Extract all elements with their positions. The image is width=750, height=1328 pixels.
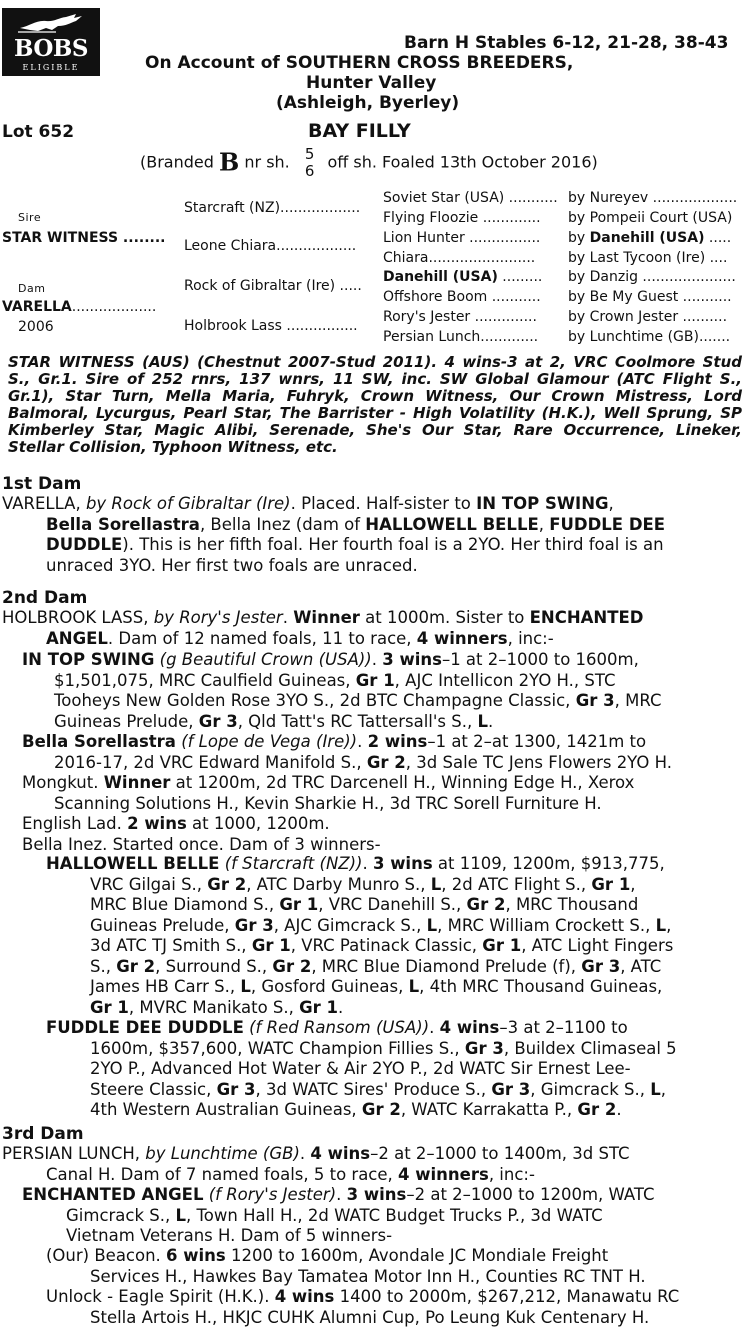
dam-label: Dam [18, 282, 46, 295]
third-dam-progeny: ENCHANTED ANGEL (f Rory's Jester). 3 wins–2 at 2–1000 to 1200m, WATC Gimcrack S., L, Town Hall H., 2d WATC Budget Trucks P., 3d WATC Vietnam Veterans H. Dam of 5 winners- [22, 1185, 655, 1245]
ped-g3-3: by Last Tycoon (Ire) .... [568, 250, 728, 266]
lot-title: BAY FILLY [308, 120, 411, 142]
lot-number: Lot 652 [2, 122, 75, 142]
dam-year: 2006 [18, 319, 54, 335]
second-dam-intro: HOLBROOK LASS, by Rory's Jester. Winner at 1000m. Sister to ENCHANTED ANGEL. Dam of 12 named foals, 11 to race, 4 winners, inc:- [2, 608, 644, 648]
first-dam-text: VARELLA, by Rock of Gibraltar (Ire). Placed. Half-sister to IN TOP SWING, Bella Sorellastra, Bella Inez (dam of HALLOWELL BELLE, FUDDLE DEE DUDDLE). This is her fifth foal. Her fourth foal is a 2YO. Her third foal is an unraced 3YO. Her first two foals are unraced. [2, 494, 666, 575]
vendor-region: Hunter Valley [306, 73, 437, 93]
ped-g1-2: Rock of Gibraltar (Ire) ..... [184, 278, 362, 294]
granddam-progeny: HALLOWELL BELLE (f Starcraft (NZ)). 3 wins at 1109, 1200m, $913,775, VRC Gilgai S., Gr 2, ATC Darby Munro S., L, 2d ATC Flight S., Gr 1, MRC Blue Diamond S., Gr 1, VRC Danehill S., Gr 2, MRC Thousand Guineas Prelude, Gr 3, AJC Gimcrack S., L, MRC William Crockett S., L, 3d ATC TJ Smith S., Gr 1, VRC Patinack Classic, Gr 1, ATC Light Fingers S., Gr 2, Surround S., Gr 2, MRC Blue Diamond Prelude (f), Gr 3, ATC James HB Carr S., L, Gosford Guineas, L, 4th MRC Thousand Guineas, Gr 1, MVRC Manikato S., Gr 1. FUDDLE DEE DUDDLE (f Red Ransom (USA)). 4 wins–3 at 2–1100 to 1600m, $357,600, WATC Champion Fillies S., Gr 3, Buildex Climaseal 5 2YO P., Advanced Hot Water & Air 2YO P., 2d WATC Sir Ernest Lee- Steere Classic, Gr 3, 3d WATC Sires' Produce S., Gr 3, Gimcrack S., L, 4th Western Australian Guineas, Gr 2, WATC Karrakatta P., Gr 2. [46, 854, 677, 1119]
ped-g3-6: by Crown Jester .......... [568, 309, 728, 325]
ped-g2-6: Rory's Jester .............. [383, 309, 537, 325]
second-dam-heading: 2nd Dam [2, 588, 88, 608]
dam-name: VARELLA................... [2, 299, 157, 315]
third-dam-intro: PERSIAN LUNCH, by Lunchtime (GB). 4 wins–2 at 2–1000 to 1400m, 3d STC Canal H. Dam of 7 named foals, 5 to race, 4 winners, inc:- [2, 1144, 630, 1184]
ped-g2-1: Flying Floozie ............. [383, 210, 541, 226]
ped-g3-5: by Be My Guest ........... [568, 289, 732, 305]
brand-foaled-line: (Branded B nr sh. 5 6 off sh. Foaled 13th October 2016) [140, 145, 598, 180]
first-dam-heading: 1st Dam [2, 474, 82, 494]
ped-g2-2: Lion Hunter ................ [383, 230, 541, 246]
ped-g3-7: by Lunchtime (GB)....... [568, 329, 731, 345]
second-dam-progeny: IN TOP SWING (g Beautiful Crown (USA)). 3 wins–1 at 2–1000 to 1600m, $1,501,075, MRC Caulfield Guineas, Gr 1, AJC Intellicon 2YO H., STC Tooheys New Golden Rose 3YO S., 2d BTC Champagne Classic, Gr 3, MRC Guineas Prelude, Gr 3, Qld Tatt's RC Tattersall's S., L. Bella Sorellastra (f Lope de Vega (Ire)). 2 wins–1 at 2–at 1300, 1421m to 2016-17, 2d VRC Edward Manifold S., Gr 2, 3d Sale TC Jens Flowers 2YO H. Mongkut. Winner at 1200m, 2d TRC Darcenell H., Winning Edge H., Xerox Scanning Solutions H., Kevin Sharkie H., 3d TRC Sorell Furniture H. English Lad. 2 wins at 1000, 1200m. Bella Inez. Started once. Dam of 3 winners- [22, 650, 672, 854]
sire-label: Sire [18, 211, 42, 224]
brand-fraction: 5 6 [304, 145, 315, 180]
ped-g3-1: by Pompeii Court (USA) [568, 210, 733, 226]
third-dam-heading: 3rd Dam [2, 1124, 84, 1144]
vendor-farms: (Ashleigh, Byerley) [276, 93, 460, 113]
bobs-eligible-logo: BOBS ELIGIBLE [2, 8, 100, 76]
ped-g3-4: by Danzig ..................... [568, 269, 736, 285]
sire-name: STAR WITNESS ........ [2, 230, 166, 246]
ped-g1-3: Holbrook Lass ................ [184, 318, 358, 334]
ped-g2-3: Chiara........................ [383, 250, 536, 266]
ped-g2-4: Danehill (USA) ......... [383, 269, 543, 285]
ped-g2-0: Soviet Star (USA) ........... [383, 190, 558, 206]
enchanted-angel-progeny: (Our) Beacon. 6 wins 1200 to 1600m, Avondale JC Mondiale Freight Services H., Hawkes Bay Tamatea Motor Inn H., Counties RC TNT H. Unlock - Eagle Spirit (H.K.). 4 wins 1400 to 2000m, $267,212, Manawatu RC Stella Artois H., HKJC CUHK Alumni Cup, Po Leung Kuk Centenary H. [46, 1246, 680, 1327]
horse-icon [16, 12, 86, 34]
ped-g3-2: by Danehill (USA) ..... [568, 230, 732, 246]
ped-g1-1: Leone Chiara.................. [184, 238, 357, 254]
ped-g2-7: Persian Lunch............. [383, 329, 539, 345]
barn-info: Barn H Stables 6-12, 21-28, 38-43 [404, 33, 729, 53]
ped-g1-0: Starcraft (NZ).................. [184, 200, 361, 216]
brand-mark: B [219, 147, 240, 177]
ped-g2-5: Offshore Boom ........... [383, 289, 541, 305]
sire-summary: STAR WITNESS (AUS) (Chestnut 2007-Stud 2011). 4 wins-3 at 2, VRC Coolmore Stud S., Gr.1. Sire of 252 rnrs, 137 wnrs, 11 SW, inc. SW Global Glamour (ATC Flight S., Gr.1), Star Turn, Mella Maria, Fuhryk, Crown Witness, Our Crown Mistress, Lord Balmoral, Lycurgus, Pearl Star, The Barrister - High Volatility (H.K.), Well Sprung, SP Kimberley Star, Magic Alibi, Serenade, She's Our Star, Rare Occurrence, Lineker, Stellar Collision, Typhoon Witness, etc. [8, 353, 742, 456]
ped-g3-0: by Nureyev ................... [568, 190, 738, 206]
vendor-account: On Account of SOUTHERN CROSS BREEDERS, [145, 53, 574, 73]
